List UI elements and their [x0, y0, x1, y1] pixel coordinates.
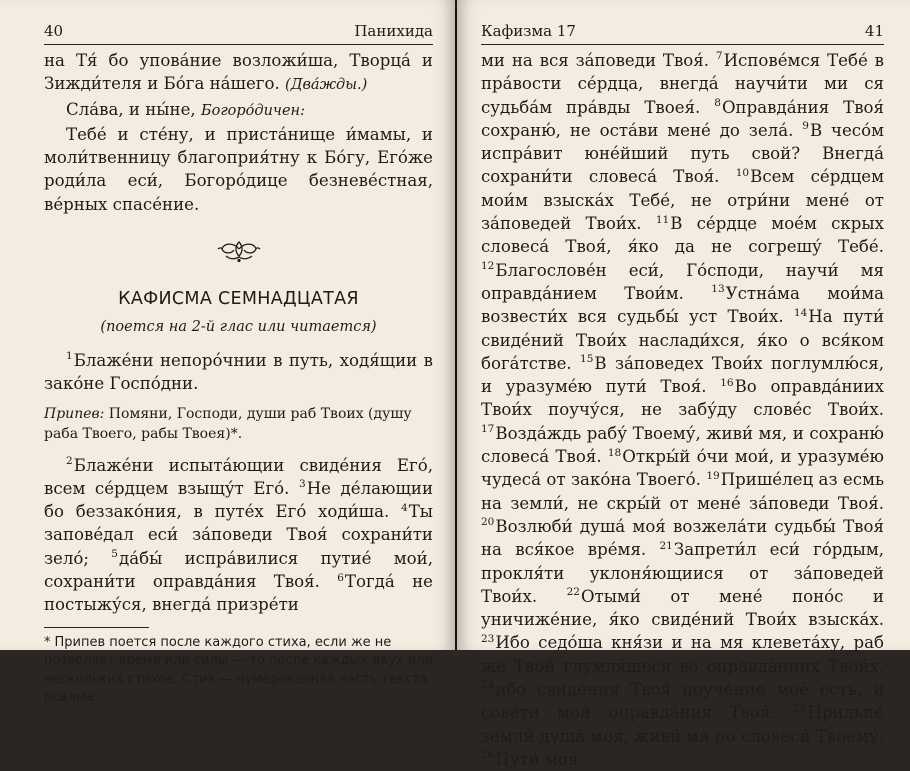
- verse-number: 14: [793, 306, 808, 319]
- verse-number: 3: [299, 478, 306, 491]
- footnote-text: Припев поется после каждого стиха, если же не позволяет время или силы — то после каждых двух или нескольких стихов. Стих — нумерованная часть текста псалма.: [44, 634, 433, 706]
- verse-number: 8: [714, 97, 721, 110]
- verse-text: Запрети́л еси́ го́рдым, прокля́ти уклоня́ющиися от за́поведей Твои́х.: [481, 540, 884, 606]
- right-page: [457, 0, 910, 769]
- refrain-label: Припев:: [44, 405, 105, 422]
- footnote: [44, 634, 433, 708]
- verse-number: 5: [111, 548, 118, 561]
- verse-number: 4: [401, 501, 408, 514]
- verse-text: Возлюби́ душа́ моя́ возжела́ти судьбы́ Твоя́ на вся́кое вре́мя.: [481, 516, 884, 560]
- verse-text: Отыми́ от мене́ поно́с и уничиже́ние, я́ко свиде́ний Твои́х взыска́х.: [481, 586, 884, 630]
- verse-list: [481, 51, 884, 769]
- verse-number: 7: [715, 50, 723, 63]
- verse-number: 18: [607, 446, 622, 459]
- opening-paragraph: [44, 49, 433, 98]
- verse-number: 26: [481, 749, 495, 762]
- verse-text: На пути́ свиде́ний Твои́х наслади́хся, я́ко о вся́ком бога́тстве.: [481, 307, 885, 373]
- verse-number: 11: [655, 213, 670, 226]
- verse-text: Тогда́ не постыжу́ся, внегда́ призре́ти: [44, 572, 433, 615]
- left-page-body: [44, 49, 433, 617]
- right-page-header: [481, 22, 884, 45]
- verse-text: Ты запове́дал еси́ за́поведи Твоя́ сохрани́ти зело́;: [44, 502, 433, 568]
- verse-number: 19: [706, 469, 720, 482]
- verse-number: 23: [481, 632, 495, 645]
- verse-text: В за́поведех Твои́х поглумлю́ся, и уразуме́ю пути́ Твоя́.: [481, 353, 884, 397]
- verse-number: 1: [66, 350, 73, 363]
- verse-text: да́бы́ испра́вилися путие́ мои́, сохрани́ти оправда́ния Твоя́.: [44, 548, 433, 592]
- verse-number: 21: [659, 539, 673, 552]
- verse-text: Во оправда́ниих Твои́х поучу́ся, не забу́ду слове́с Твои́х.: [481, 377, 885, 420]
- right-running-title: Кафизма 17: [481, 22, 576, 40]
- slava-line: [44, 98, 433, 123]
- left-page-header: [44, 22, 433, 45]
- verse-number: 2: [66, 455, 73, 468]
- refrain-text: Помяни, Господи, души раб Твоих (душу раба Твоего, рабы Твоея)*.: [44, 405, 412, 442]
- verse-text: Испове́мся Тебе́ в пра́вости се́рдца, внегда́ научи́ти ми ся судьба́м пра́вды Твоея́.: [481, 51, 884, 117]
- right-page-number: 41: [864, 22, 884, 40]
- kathisma-title: КАФИСМА СЕМНАДЦАТАЯ: [118, 289, 359, 310]
- verses-2-6: [44, 454, 433, 617]
- verse-text: Оправда́ния Твоя́ сохраню́, не оста́ви мене́ до зела́.: [481, 97, 884, 140]
- verse-number: 9: [802, 120, 809, 133]
- verse-number: 17: [481, 423, 495, 436]
- verse-text: Устна́ма мои́ма возвести́х вся судьбы́ уст Твои́х.: [481, 283, 884, 327]
- verse-number: 24: [481, 679, 495, 692]
- verse-text: ибо свиде́ния Твоя́ поуче́ние мое́ есть, и сове́ти мои́ оправда́ния Твоя́.: [481, 680, 884, 723]
- verse-number: 22: [566, 586, 580, 599]
- verse-number: 15: [580, 353, 594, 366]
- theotokion-paragraph: Тебе́ и сте́ну, и приста́нище и́мамы, и моли́твенницу благоприя́тну к Бо́гу, Его́же роди́ла еси́, Богоро́дице безневе́стная, ве́рных спасе́ние.: [44, 124, 433, 214]
- verse-number: 13: [711, 283, 725, 296]
- psalm-text: [481, 49, 884, 771]
- verse-text: Пути́ моя́: [495, 749, 579, 769]
- lead-text: ми на вся за́поведи Твоя́.: [481, 51, 716, 70]
- left-page: [0, 0, 455, 706]
- footnote-divider: [44, 627, 149, 628]
- verse-number: 20: [481, 516, 495, 529]
- verse-text: В чесо́м испра́вит юне́йший путь свой? Внегда́ сохрани́ти словеса́ Твоя́.: [481, 120, 884, 187]
- verse-text: Прише́лец аз есмь на земли́, не скры́й от мене́ за́поведи Твоя́.: [481, 470, 884, 513]
- verse-text: Ибо седо́ша кня́зи и на мя клевета́ху, раб же Твой глумля́шеся во оправда́ниих Твои́х,: [481, 633, 884, 676]
- verse-text: Возда́ждь рабу́ Твоему́, живи́ мя, и сохраню́ словеса́ Твоя́.: [481, 423, 884, 467]
- slava-text: Сла́ва, и ны́не,: [66, 99, 201, 119]
- verse-number: 10: [735, 166, 750, 179]
- left-page-number: 40: [44, 22, 64, 40]
- verse-text: В се́рдце мое́м скрых словеса́ Твоя́, я́ко да не согрешу́ Тебе́.: [481, 214, 884, 257]
- verse-text: Откры́й о́чи мои́, и уразуме́ю чудеса́ от зако́на Твоего́.: [481, 447, 884, 490]
- verse-text: Всем се́рдцем мои́м взыска́х Тебе́, не отри́ни мене́ от за́поведей Твои́х.: [481, 167, 884, 234]
- verse-number: 6: [337, 571, 344, 584]
- verse-text: Прильпе́ земли́ душа́ моя́, живи́ мя по словеси́ Твоему́.: [481, 703, 884, 746]
- verse-text: Благослове́н еси́, Го́споди, научи́ мя оправда́нием Твои́м.: [481, 260, 884, 303]
- theotokion-label: Богоро́дичен:: [200, 102, 305, 119]
- ornament-icon: [44, 238, 433, 270]
- verse-number: 12: [481, 260, 495, 273]
- refrain: [44, 404, 433, 444]
- verse-text: Блаже́ни непоро́чнии в путь, ходя́щии в зако́не Госпо́дни.: [44, 350, 433, 394]
- opening-italic-note: (Два́жды.): [285, 77, 368, 94]
- verse-number: 16: [720, 376, 734, 389]
- opening-lines: на Тя́ бо упова́ние возложи́ша, Творца́ и Зижди́теля и Бо́га на́шего.: [44, 51, 433, 94]
- kathisma-subtitle: (поется на 2-й глас или читается): [100, 318, 377, 335]
- verse-text: Блаже́ни испыта́ющии свиде́ния Его́, всем се́рдцем взыщу́т Его́.: [44, 455, 433, 498]
- verse-number: 25: [793, 702, 807, 715]
- verse-text: Не де́лающии бо беззако́ния, в путе́х Его́ ходи́ша.: [44, 478, 434, 522]
- left-running-title: Панихида: [354, 22, 433, 40]
- right-page-body: [481, 49, 884, 771]
- verse-1: [44, 349, 433, 396]
- footnote-mark: *: [44, 634, 51, 650]
